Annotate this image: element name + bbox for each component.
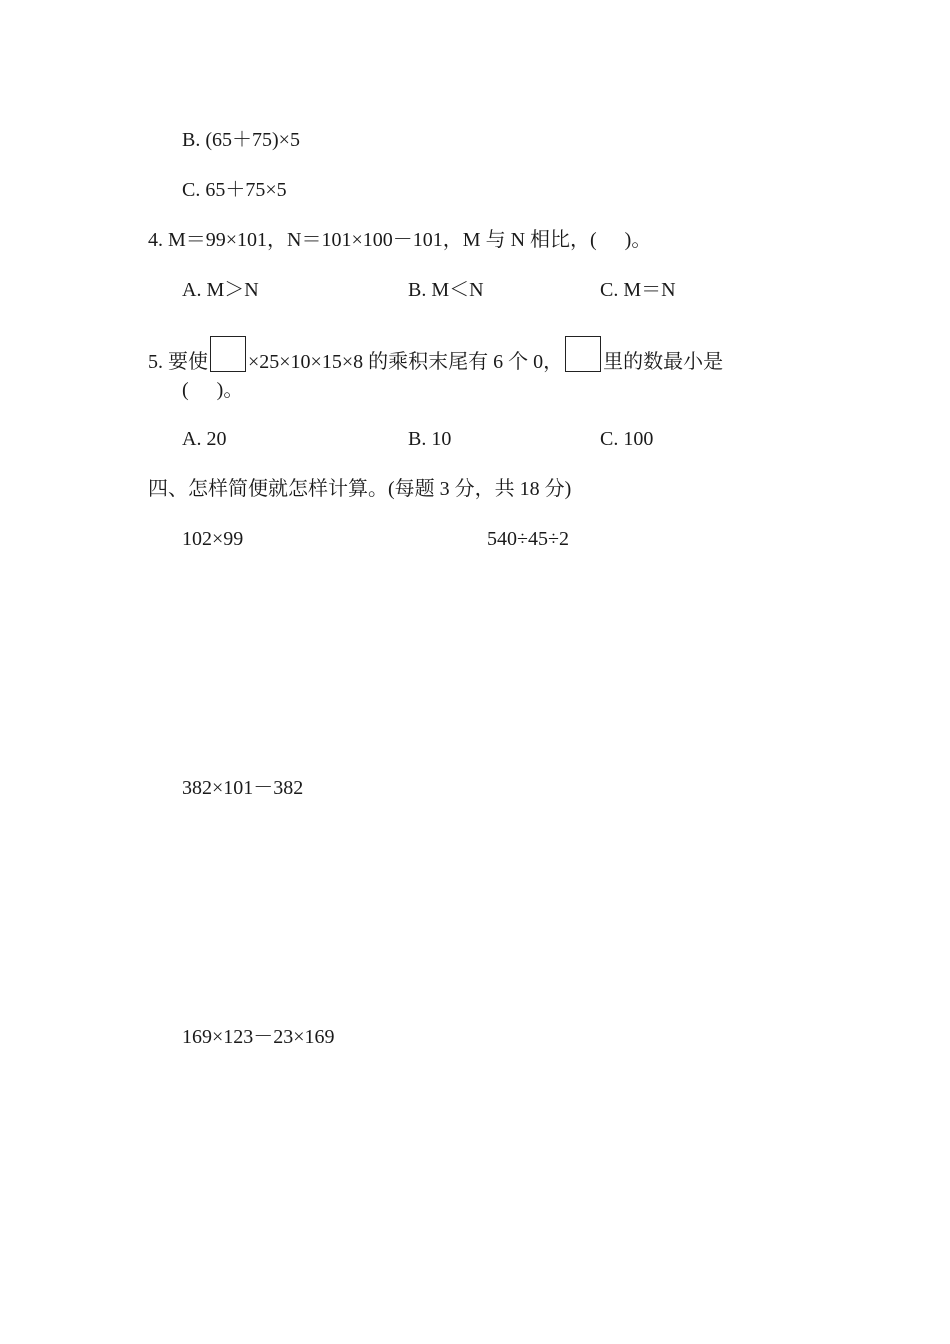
q5-stem-part1: 5. 要使 bbox=[148, 351, 208, 373]
q4-option-b: B. M＜N bbox=[408, 279, 484, 301]
q4-stem bbox=[148, 228, 651, 252]
q5-stem-open: ( bbox=[182, 379, 189, 401]
calc-expr-4: 169×123－23×169 bbox=[182, 1026, 335, 1048]
q4-option-a: A. M＞N bbox=[182, 279, 259, 301]
calc-expr-1: 102×99 bbox=[182, 528, 244, 550]
calc-expr-3: 382×101－382 bbox=[182, 777, 304, 799]
q5-option-a: A. 20 bbox=[182, 428, 227, 450]
calc-expr-2: 540÷45÷2 bbox=[487, 528, 569, 550]
q5-stem bbox=[148, 336, 723, 374]
q5-stem-close: )。 bbox=[216, 379, 244, 401]
q5-stem-part2: ×25×10×15×8 的乘积末尾有 6 个 0， bbox=[248, 351, 564, 373]
q4-stem-close: )。 bbox=[624, 229, 652, 251]
blank-box bbox=[210, 336, 246, 372]
q3-option-c: C. 65＋75×5 bbox=[182, 179, 287, 201]
q5-stem-part3: 里的数最小是 bbox=[603, 351, 724, 373]
q3-option-b: B. (65＋75)×5 bbox=[182, 129, 300, 151]
section4-heading: 四、怎样简便就怎样计算。(每题 3 分，共 18 分) bbox=[148, 478, 572, 500]
q5-stem-line2 bbox=[182, 378, 243, 402]
q5-option-c: C. 100 bbox=[600, 428, 654, 450]
q4-stem-text: 4. M＝99×101，N＝101×100－101，M 与 N 相比，( bbox=[148, 229, 597, 251]
q5-option-b: B. 10 bbox=[408, 428, 452, 450]
blank-box bbox=[565, 336, 601, 372]
q4-option-c: C. M＝N bbox=[600, 279, 676, 301]
